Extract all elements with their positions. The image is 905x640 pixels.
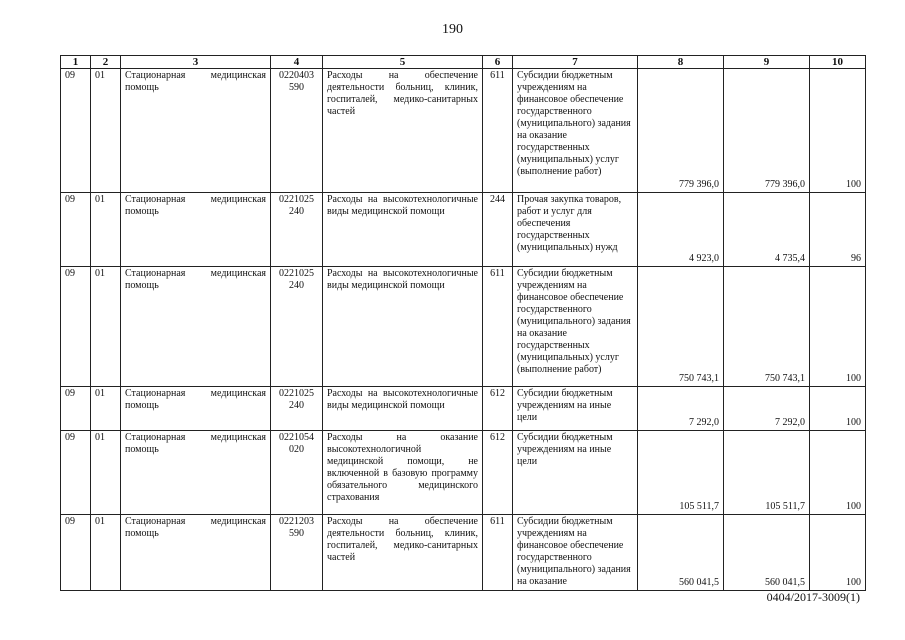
cell-target-code: 0221025 240 [271, 267, 323, 387]
cell-expense-type: 244 [483, 193, 513, 267]
cell-plan: 105 511,7 [638, 431, 724, 515]
cell-actual: 750 743,1 [724, 267, 810, 387]
table-row [61, 267, 866, 387]
document-code: 0404/2017-3009(1) [766, 590, 860, 604]
table-row [61, 431, 866, 515]
col-header-7: 7 [513, 56, 638, 69]
col-header-6: 6 [483, 56, 513, 69]
cell-subsection: 01 [91, 387, 121, 431]
col-header-10: 10 [810, 56, 866, 69]
cell-expense-type: 611 [483, 515, 513, 591]
cell-percent: 96 [810, 193, 866, 267]
cell-type-desc: Прочая закупка товаров, работ и услуг для обеспечения государственных (муниципальных) нужд [513, 193, 638, 267]
cell-expense-desc: Расходы на оказание высокотехнологичной медицинской помощи, не включенной в базовую программу обязательного медицинского страхования [323, 431, 483, 515]
cell-target-code: 0221203 590 [271, 515, 323, 591]
cell-name: Стационарная медицинская помощь [121, 387, 271, 431]
cell-section: 09 [61, 431, 91, 515]
header-row [61, 56, 866, 69]
cell-expense-desc: Расходы на высокотехнологичные виды медицинской помощи [323, 193, 483, 267]
cell-section: 09 [61, 69, 91, 193]
cell-name: Стационарная медицинская помощь [121, 193, 271, 267]
cell-section: 09 [61, 193, 91, 267]
cell-subsection: 01 [91, 267, 121, 387]
table-row [61, 193, 866, 267]
cell-target-code: 0221054 020 [271, 431, 323, 515]
cell-type-desc: Субсидии бюджетным учреждениям на иные цели [513, 387, 638, 431]
cell-actual: 4 735,4 [724, 193, 810, 267]
cell-expense-type: 612 [483, 387, 513, 431]
cell-expense-type: 611 [483, 267, 513, 387]
cell-subsection: 01 [91, 69, 121, 193]
cell-expense-type: 611 [483, 69, 513, 193]
cell-target-code: 0221025 240 [271, 387, 323, 431]
cell-expense-desc: Расходы на обеспечение деятельности больниц, клиник, госпиталей, медико-санитарных частей [323, 69, 483, 193]
cell-plan: 7 292,0 [638, 387, 724, 431]
table-row [61, 69, 866, 193]
cell-subsection: 01 [91, 431, 121, 515]
col-header-3: 3 [121, 56, 271, 69]
cell-actual: 560 041,5 [724, 515, 810, 591]
cell-percent: 100 [810, 267, 866, 387]
cell-plan: 4 923,0 [638, 193, 724, 267]
cell-percent: 100 [810, 431, 866, 515]
cell-subsection: 01 [91, 193, 121, 267]
cell-plan: 779 396,0 [638, 69, 724, 193]
cell-percent: 100 [810, 515, 866, 591]
col-header-4: 4 [271, 56, 323, 69]
cell-actual: 7 292,0 [724, 387, 810, 431]
cell-name: Стационарная медицинская помощь [121, 69, 271, 193]
cell-expense-desc: Расходы на обеспечение деятельности больниц, клиник, госпиталей, медико-санитарных частей [323, 515, 483, 591]
cell-type-desc: Субсидии бюджетным учреждениям на финансовое обеспечение государственного (муниципального) задания на оказание государственных (муниципальных) услуг (выполнение работ) [513, 267, 638, 387]
table-row [61, 387, 866, 431]
cell-plan: 560 041,5 [638, 515, 724, 591]
cell-name: Стационарная медицинская помощь [121, 515, 271, 591]
col-header-1: 1 [61, 56, 91, 69]
cell-target-code: 0221025 240 [271, 193, 323, 267]
cell-section: 09 [61, 515, 91, 591]
budget-table [60, 55, 866, 591]
col-header-5: 5 [323, 56, 483, 69]
cell-type-desc: Субсидии бюджетным учреждениям на финансовое обеспечение государственного (муниципального) задания на оказание [513, 515, 638, 591]
cell-name: Стационарная медицинская помощь [121, 431, 271, 515]
col-header-8: 8 [638, 56, 724, 69]
cell-type-desc: Субсидии бюджетным учреждениям на финансовое обеспечение государственного (муниципального) задания на оказание государственных (муниципальных) услуг (выполнение работ) [513, 69, 638, 193]
cell-target-code: 0220403 590 [271, 69, 323, 193]
cell-percent: 100 [810, 69, 866, 193]
col-header-2: 2 [91, 56, 121, 69]
cell-plan: 750 743,1 [638, 267, 724, 387]
cell-type-desc: Субсидии бюджетным учреждениям на иные цели [513, 431, 638, 515]
cell-name: Стационарная медицинская помощь [121, 267, 271, 387]
cell-expense-desc: Расходы на высокотехнологичные виды медицинской помощи [323, 267, 483, 387]
cell-section: 09 [61, 387, 91, 431]
cell-percent: 100 [810, 387, 866, 431]
page-number: 190 [442, 22, 463, 37]
cell-expense-desc: Расходы на высокотехнологичные виды медицинской помощи [323, 387, 483, 431]
col-header-9: 9 [724, 56, 810, 69]
cell-actual: 105 511,7 [724, 431, 810, 515]
cell-subsection: 01 [91, 515, 121, 591]
cell-actual: 779 396,0 [724, 69, 810, 193]
cell-section: 09 [61, 267, 91, 387]
table-row [61, 515, 866, 591]
cell-expense-type: 612 [483, 431, 513, 515]
